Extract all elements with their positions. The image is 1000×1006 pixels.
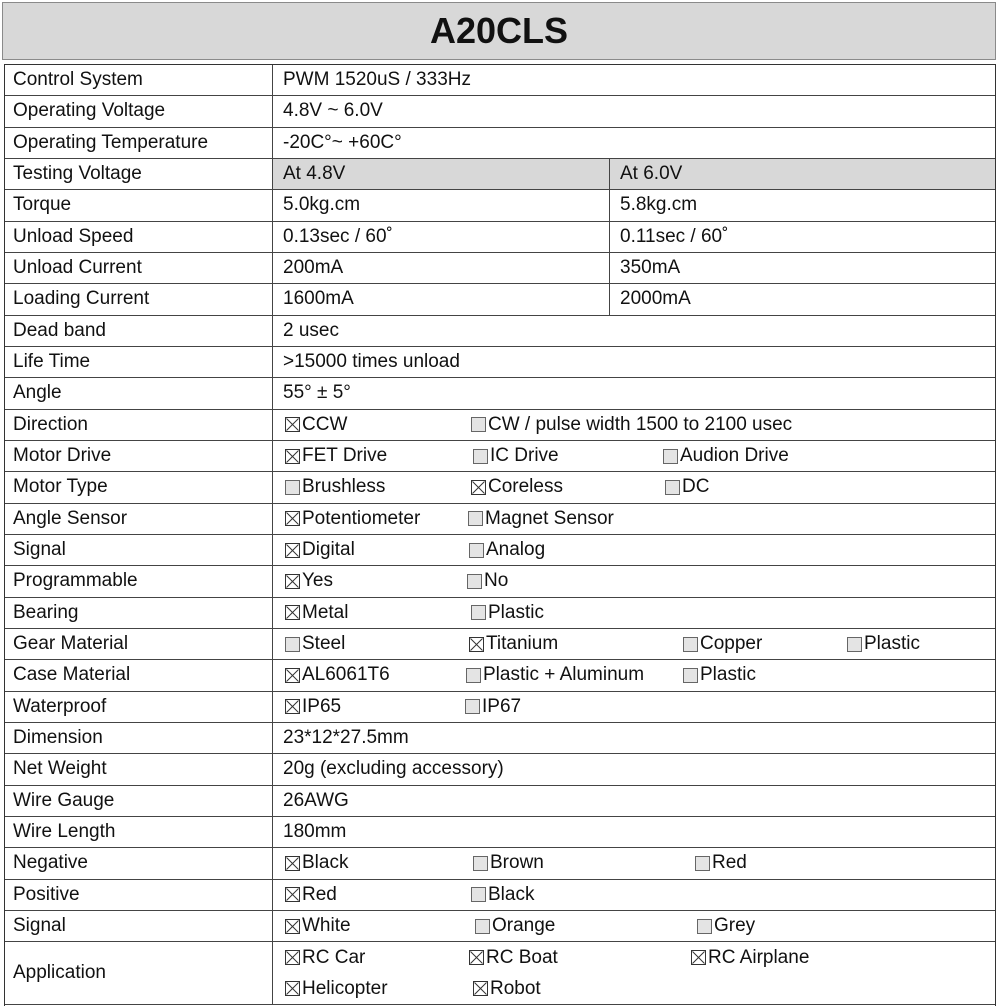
option-label: Coreless: [488, 476, 563, 498]
option-label: CW / pulse width 1500 to 2100 usec: [488, 413, 793, 435]
spec-label: Wire Length: [5, 817, 273, 847]
unchecked-box-icon[interactable]: [683, 668, 698, 683]
option-row-signal-wire: [5, 911, 995, 942]
option-label: No: [484, 570, 509, 592]
option-row-gear-material: [5, 629, 995, 660]
spec-value-6v0: 2000mA: [620, 288, 691, 310]
option-checkbox[interactable]: [468, 504, 614, 534]
checked-box-icon[interactable]: [285, 511, 300, 526]
checked-box-icon[interactable]: [471, 480, 486, 495]
spec-row-net-weight: [5, 754, 995, 785]
option-label: IC Drive: [490, 445, 559, 467]
option-checkbox[interactable]: [683, 629, 762, 659]
spec-label: Case Material: [5, 660, 273, 690]
spec-label: Testing Voltage: [5, 159, 273, 189]
option-checkbox[interactable]: [285, 911, 351, 941]
checked-box-icon[interactable]: [285, 919, 300, 934]
unchecked-box-icon[interactable]: [471, 605, 486, 620]
option-checkbox[interactable]: [285, 942, 365, 973]
spec-value-4v8: 0.13sec / 60˚: [273, 222, 610, 252]
spec-value-4v8-header: At 4.8V: [273, 159, 610, 189]
unchecked-box-icon[interactable]: [465, 699, 480, 714]
spec-value: 20g (excluding accessory): [283, 758, 504, 780]
spec-label: Positive: [5, 880, 273, 910]
spec-value: -20C°~ +60C°: [283, 131, 402, 153]
option-label: AL6061T6: [302, 664, 390, 686]
spec-label: Unload Current: [5, 253, 273, 283]
spec-value-4v8: 200mA: [273, 253, 610, 283]
option-label: IP65: [302, 695, 342, 717]
spec-label: Loading Current: [5, 284, 273, 314]
spec-value-6v0-header: At 6.0V: [610, 159, 995, 189]
option-label: FET Drive: [302, 445, 388, 467]
spec-label: Net Weight: [5, 754, 273, 784]
checked-box-icon[interactable]: [285, 981, 300, 996]
spec-label: Dimension: [5, 723, 273, 753]
option-checkbox[interactable]: [285, 629, 345, 659]
option-checkbox[interactable]: [285, 472, 385, 502]
spec-value: 23*12*27.5mm: [283, 727, 409, 749]
option-label: White: [302, 915, 351, 937]
spec-row-testing-voltage: [5, 159, 995, 190]
option-label: Red: [712, 852, 747, 874]
option-label: Red: [302, 883, 337, 905]
spec-label: Life Time: [5, 347, 273, 377]
spec-label: Waterproof: [5, 692, 273, 722]
spec-label: Programmable: [5, 566, 273, 596]
option-checkbox[interactable]: [285, 692, 341, 722]
checked-box-icon[interactable]: [469, 637, 484, 652]
option-checkbox[interactable]: [471, 598, 544, 628]
option-checkbox[interactable]: [285, 566, 333, 596]
spec-value: 26AWG: [283, 789, 349, 811]
unchecked-box-icon[interactable]: [475, 919, 490, 934]
spec-row-loading-current: [5, 284, 995, 315]
option-label: CCW: [302, 413, 348, 435]
spec-value-6v0: 350mA: [620, 257, 681, 279]
checked-box-icon[interactable]: [285, 699, 300, 714]
spec-label: Application: [5, 942, 273, 1004]
spec-value: PWM 1520uS / 333Hz: [283, 69, 471, 91]
unchecked-box-icon[interactable]: [468, 511, 483, 526]
option-checkbox[interactable]: [663, 441, 789, 471]
spec-label: Negative: [5, 848, 273, 878]
spec-label: Wire Gauge: [5, 786, 273, 816]
option-label: Steel: [302, 633, 346, 655]
option-row-motor-drive: [5, 441, 995, 472]
spec-label: Angle Sensor: [5, 504, 273, 534]
spec-label: Angle: [5, 378, 273, 408]
option-checkbox[interactable]: [683, 660, 756, 690]
option-row-bearing: [5, 598, 995, 629]
option-row-direction: [5, 410, 995, 441]
checked-box-icon[interactable]: [285, 417, 300, 432]
unchecked-box-icon[interactable]: [665, 480, 680, 495]
unchecked-box-icon[interactable]: [466, 668, 481, 683]
option-label: Helicopter: [302, 977, 388, 999]
unchecked-box-icon[interactable]: [473, 449, 488, 464]
spec-label: Gear Material: [5, 629, 273, 659]
option-checkbox[interactable]: [285, 535, 355, 565]
checked-box-icon[interactable]: [285, 668, 300, 683]
spec-label: Motor Type: [5, 472, 273, 502]
option-checkbox[interactable]: [285, 880, 337, 910]
page-title: A20CLS: [429, 10, 569, 51]
spec-row-life-time: [5, 347, 995, 378]
option-checkbox[interactable]: [285, 848, 348, 878]
option-label: Plastic: [488, 601, 544, 623]
option-label: Robot: [490, 977, 541, 999]
option-checkbox[interactable]: [695, 848, 747, 878]
checked-box-icon[interactable]: [473, 981, 488, 996]
option-label: Plastic: [700, 664, 756, 686]
spec-label: Torque: [5, 190, 273, 220]
option-checkbox[interactable]: [471, 880, 534, 910]
unchecked-box-icon[interactable]: [285, 480, 300, 495]
spec-value-6v0: 0.11sec / 60˚: [620, 225, 729, 247]
spec-row-torque: [5, 190, 995, 221]
option-label: RC Airplane: [708, 946, 810, 968]
option-checkbox[interactable]: [285, 598, 348, 628]
unchecked-box-icon[interactable]: [683, 637, 698, 652]
spec-label: Bearing: [5, 598, 273, 628]
option-row-signal-type: [5, 535, 995, 566]
checked-box-icon[interactable]: [285, 449, 300, 464]
option-label: IP67: [482, 695, 522, 717]
option-label: Plastic: [864, 633, 920, 655]
unchecked-box-icon[interactable]: [695, 856, 710, 871]
option-label: Magnet Sensor: [485, 507, 614, 529]
checked-box-icon[interactable]: [691, 950, 706, 965]
option-row-positive: [5, 880, 995, 911]
option-checkbox[interactable]: [473, 973, 541, 1004]
option-checkbox[interactable]: [469, 535, 545, 565]
option-checkbox[interactable]: [285, 410, 347, 440]
option-checkbox[interactable]: [847, 629, 920, 659]
unchecked-box-icon[interactable]: [697, 919, 712, 934]
option-label: Copper: [700, 633, 763, 655]
spec-label: Operating Temperature: [5, 128, 273, 158]
option-checkbox[interactable]: [469, 629, 558, 659]
unchecked-box-icon[interactable]: [469, 543, 484, 558]
option-label: DC: [682, 476, 710, 498]
spec-label: Signal: [5, 911, 273, 941]
option-label: Brown: [490, 852, 544, 874]
option-checkbox[interactable]: [285, 973, 388, 1004]
option-label: Plastic + Aluminum: [483, 664, 645, 686]
spec-row-dimension: [5, 723, 995, 754]
spec-label: Control System: [5, 65, 273, 95]
option-checkbox[interactable]: [475, 911, 555, 941]
spec-row-angle: [5, 378, 995, 409]
option-label: Brushless: [302, 476, 386, 498]
unchecked-box-icon[interactable]: [473, 856, 488, 871]
unchecked-box-icon[interactable]: [467, 574, 482, 589]
spec-row-wire-gauge: [5, 786, 995, 817]
option-label: RC Boat: [486, 946, 558, 968]
checked-box-icon[interactable]: [285, 950, 300, 965]
unchecked-box-icon[interactable]: [285, 637, 300, 652]
option-row-application: [5, 942, 995, 1005]
spec-row-wire-length: [5, 817, 995, 848]
spec-value-4v8: 5.0kg.cm: [273, 190, 610, 220]
spec-value: >15000 times unload: [283, 351, 460, 373]
option-label: Audion Drive: [680, 445, 789, 467]
checked-box-icon[interactable]: [285, 856, 300, 871]
unchecked-box-icon[interactable]: [471, 887, 486, 902]
spec-row-unload-speed: [5, 222, 995, 253]
option-row-case-material: [5, 660, 995, 691]
option-checkbox[interactable]: [285, 504, 420, 534]
option-checkbox[interactable]: [285, 660, 390, 690]
option-checkbox[interactable]: [471, 472, 563, 502]
spec-row-control-system: [5, 65, 995, 96]
option-label: Orange: [492, 915, 556, 937]
checked-box-icon[interactable]: [285, 543, 300, 558]
option-label: Black: [302, 852, 349, 874]
option-checkbox[interactable]: [467, 566, 508, 596]
spec-label: Operating Voltage: [5, 96, 273, 126]
spec-table: [4, 64, 996, 1006]
option-label: Grey: [714, 915, 756, 937]
spec-label: Dead band: [5, 316, 273, 346]
option-label: Potentiometer: [302, 507, 421, 529]
option-label: RC Car: [302, 946, 366, 968]
option-checkbox[interactable]: [697, 911, 755, 941]
title-bar: [2, 2, 996, 60]
option-checkbox[interactable]: [691, 942, 809, 973]
option-checkbox[interactable]: [465, 692, 521, 722]
spec-label: Direction: [5, 410, 273, 440]
spec-label: Unload Speed: [5, 222, 273, 252]
option-checkbox[interactable]: [285, 441, 387, 471]
unchecked-box-icon[interactable]: [847, 637, 862, 652]
spec-value: 4.8V ~ 6.0V: [283, 100, 383, 122]
spec-value: 180mm: [283, 821, 347, 843]
spec-value: 55° ± 5°: [283, 382, 351, 404]
unchecked-box-icon[interactable]: [471, 417, 486, 432]
option-label: Analog: [486, 539, 546, 561]
spec-value-4v8: 1600mA: [273, 284, 610, 314]
option-checkbox[interactable]: [471, 410, 792, 440]
option-label: Metal: [302, 601, 349, 623]
spec-row-operating-voltage: [5, 96, 995, 127]
checked-box-icon[interactable]: [469, 950, 484, 965]
option-label: Titanium: [486, 633, 559, 655]
option-row-motor-type: [5, 472, 995, 503]
option-row-waterproof: [5, 692, 995, 723]
option-row-negative: [5, 848, 995, 879]
option-row-angle-sensor: [5, 504, 995, 535]
unchecked-box-icon[interactable]: [663, 449, 678, 464]
spec-row-operating-temperature: [5, 128, 995, 159]
spec-row-unload-current: [5, 253, 995, 284]
spec-label: Signal: [5, 535, 273, 565]
option-label: Digital: [302, 539, 355, 561]
option-label: Yes: [302, 570, 333, 592]
option-checkbox[interactable]: [469, 942, 558, 973]
option-row-programmable: [5, 566, 995, 597]
checked-box-icon[interactable]: [285, 887, 300, 902]
spec-value-6v0: 5.8kg.cm: [620, 194, 698, 216]
checked-box-icon[interactable]: [285, 574, 300, 589]
spec-row-dead-band: [5, 316, 995, 347]
option-checkbox[interactable]: [665, 472, 709, 502]
spec-value: 2 usec: [283, 319, 339, 341]
option-checkbox[interactable]: [466, 660, 644, 690]
option-checkbox[interactable]: [473, 441, 559, 471]
option-label: Black: [488, 883, 535, 905]
checked-box-icon[interactable]: [285, 605, 300, 620]
option-checkbox[interactable]: [473, 848, 544, 878]
spec-label: Motor Drive: [5, 441, 273, 471]
